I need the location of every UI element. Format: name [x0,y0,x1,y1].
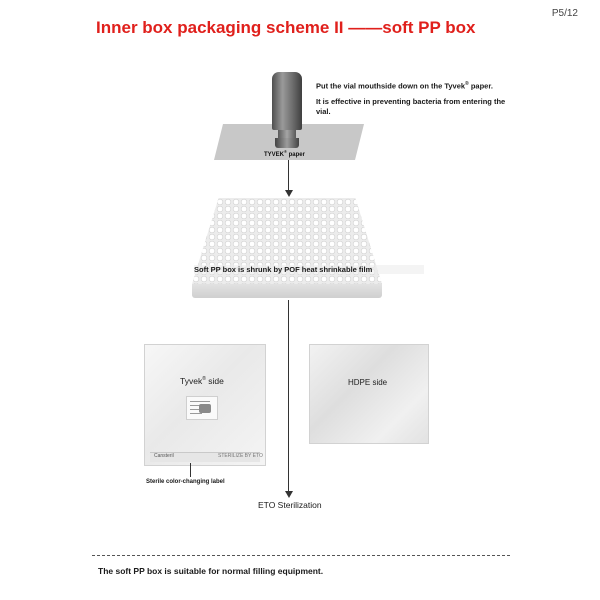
hdpe-side-label: HDPE side [348,378,388,387]
vial-icon [272,72,302,148]
pp-box-tray-icon [192,198,382,300]
page-number: P5/12 [551,8,578,19]
dashed-divider [92,555,510,556]
arrow-down-icon [285,190,293,197]
shrink-film-caption: Soft PP box is shrunk by POF heat shrinkable film [194,265,424,274]
tyvek-paper-label: TYVEK® paper [264,149,305,158]
eto-sterilization-label: ETO Sterilization [258,500,322,510]
flow-line-2 [288,300,289,492]
brand-logo-icon [199,404,211,413]
arrow-down-icon [285,491,293,498]
flow-line-1 [288,160,289,192]
color-label-brand: Cansteril [154,453,174,459]
hdpe-side-pouch [309,344,429,444]
sterile-label-caption: Sterile color-changing label [146,479,225,485]
footer-note: The soft PP box is suitable for normal filling equipment. [98,566,324,576]
page-title: Inner box packaging scheme II ——soft PP box [96,18,476,37]
vial-placement-note: Put the vial mouthside down on the Tyvek® paper. [316,81,493,91]
tyvek-side-label: Tyvek® side [180,376,224,386]
label-leader-line [190,463,191,477]
bacteria-prevention-note: It is effective in preventing bacteria from entering the vial. [316,97,506,116]
color-label-method: STERILIZE BY ETO [218,453,263,459]
